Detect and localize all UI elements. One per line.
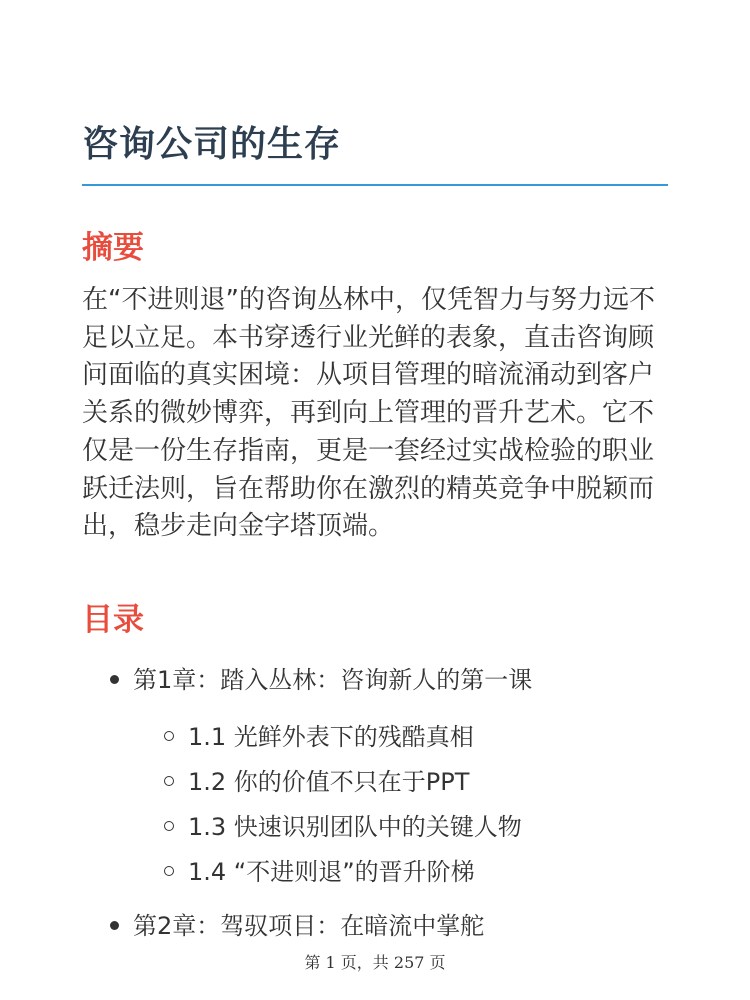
- toc-section-1-3[interactable]: [164, 807, 522, 842]
- page-number-footer: 第 1 页，共 257 页: [304, 953, 446, 972]
- bullet-dot-icon: [110, 921, 119, 930]
- abstract-heading: 摘要: [82, 230, 144, 266]
- toc-section-label: 1.4 “不进则退”的晋升阶梯: [188, 858, 475, 886]
- bullet-circle-icon: [164, 866, 174, 876]
- toc-chapter-1-label: 第1章：踏入丛林：咨询新人的第一课: [133, 666, 533, 694]
- bullet-circle-icon: [164, 821, 174, 831]
- toc-chapter-2[interactable]: [110, 906, 484, 941]
- toc-section-label: 1.2 你的价值不只在于PPT: [188, 768, 470, 796]
- toc-section-label: 1.3 快速识别团队中的关键人物: [188, 813, 522, 841]
- toc-section-label: 1.1 光鲜外表下的残酷真相: [188, 723, 474, 751]
- toc-heading: 目录: [82, 602, 144, 638]
- toc-section-1-2[interactable]: [164, 762, 469, 797]
- abstract-paragraph: 在“不进则退”的咨询丛林中，仅凭智力与努力远不足以立足。本书穿透行业光鲜的表象，直击咨询顾问面临的真实困境：从项目管理的暗流涌动到客户关系的微妙博弈，再到向上管理的晋升艺术。它不仅是一份生存指南，更是一套经过实战检验的职业跃迁法则，旨在帮助你在激烈的精英竞争中脱颖而出，稳步走向金字塔顶端。: [82, 285, 655, 542]
- title-divider: [82, 184, 668, 186]
- toc-section-1-1[interactable]: [164, 717, 474, 752]
- document-title: 咨询公司的生存: [82, 124, 342, 165]
- bullet-circle-icon: [164, 776, 174, 786]
- bullet-circle-icon: [164, 731, 174, 741]
- toc-section-1-4[interactable]: [164, 852, 475, 887]
- toc-chapter-1[interactable]: [110, 660, 532, 695]
- toc-chapter-2-label: 第2章：驾驭项目：在暗流中掌舵: [133, 912, 485, 940]
- bullet-dot-icon: [110, 675, 119, 684]
